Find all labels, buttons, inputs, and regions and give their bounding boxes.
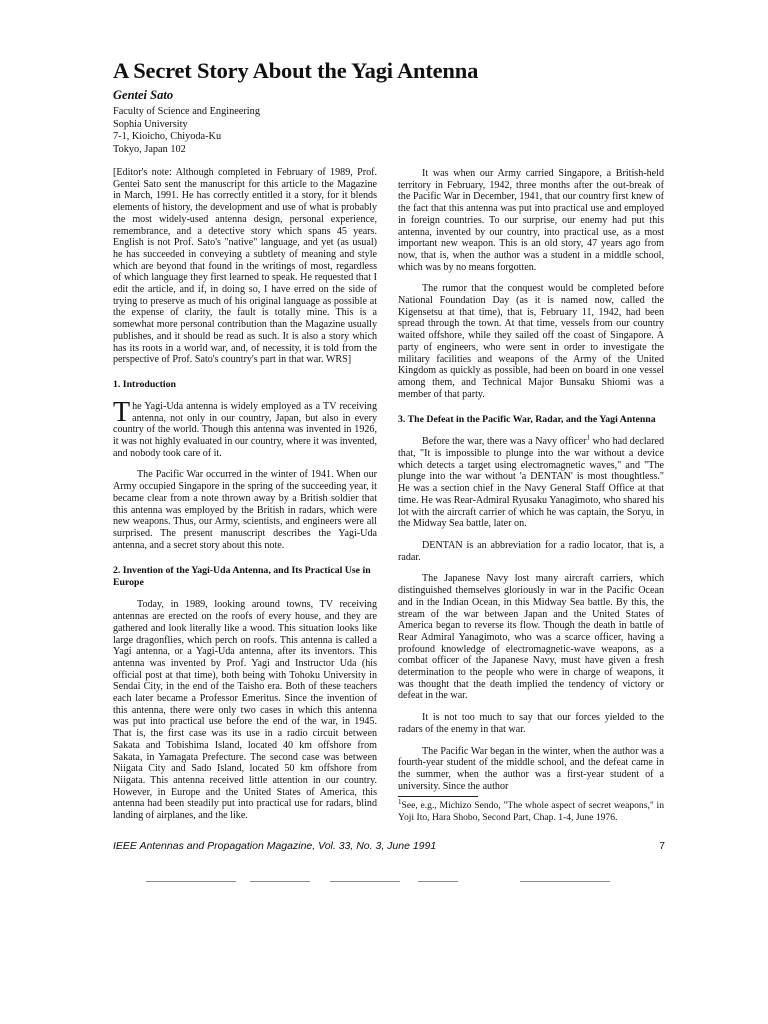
page-number: 7 [659,840,665,852]
scan-artifact-line [330,881,400,882]
defeat-paragraph: It is not too much to say that our forces yielded to the radars of the enemy in that war. [398,712,664,735]
editors-note: [Editor's note: Although completed in February of 1989, Prof. Gentei Sato sent the manuscript for this article to the Magazine in March, 1991. He has correctly entitled it a story, for it blends elements of history, the development and use of what is probably the most widely-used antenna design, personal experience, remembrance, and a detective story which spans 45 years. English is not Prof. Sato's "native" language, and yet (as usual) he has succeeded in conveying a subtlety of meaning and style which are beyond that found in the writings of most, regardless of which language they first learned to speak. He requested that I edit the article, and if, in doing so, I have erred on the side of trying to preserve as much of his original language as possible at the expense of clarity, the fault is totally mine. This is a somewhat more personal contribution than the Magazine usually publishes, and it should be read as such. It is also a story which has its roots in a world war, and, of necessity, it is told from the perspective of Prof. Sato's country's part in that war. WRS] [113,167,377,366]
defeat-paragraph-text: Before the war, there was a Navy officer [422,436,587,448]
footnote-number: 1 [398,798,402,807]
rumor-paragraph: The rumor that the conquest would be completed before National Foundation Day (as it is named now, called the Kigensetsu at that time), that is, February 11, 1942, had been spread through the town. At that time, vessels from our country waited offshore, while they sailed off the coast of Singapore. A party of engineers, who were sent in order to investigate the military facilities and weapons of the Army of the United Kingdom as quickly as possible, had been on board in one vessel among them, and Technical Major Bunsaku Shiomi was a member of that party. [398,283,664,400]
affiliation-line: 7-1, Kioicho, Chiyoda-Ku [113,131,222,143]
defeat-paragraph: The Japanese Navy lost many aircraft carriers, which distinguished themselves gloriously in war in the Pacific Ocean and in the Indian Ocean, in this Midway Sea battle. By this, the stream of the war between Japan and the United States of America began to reverse its flow. Though the death in battle of Rear Admiral Yanagimoto, who was a scarce officer, having a profound knowledge of electromagnetic-wave weapons, as a combat officer of the Japanese Navy, must have given a fresh determination to the people who were in charge of weapons, it was thought that the death implied the tendency of victory or defeat in the war. [398,573,664,702]
footnote-rule [398,796,478,797]
scan-artifact-line [146,881,236,882]
affiliation-line: Sophia University [113,118,188,130]
section-heading-defeat: 3. The Defeat in the Pacific War, Radar, and the Yagi Antenna [398,414,656,426]
affiliation-line: Faculty of Science and Engineering [113,106,260,117]
intro-paragraph: The Pacific War occurred in the winter of 1941. When our Army occupied Singapore in the spring of the succeeding year, it became clear from a note thrown away by a British soldier that this antenna was employed by the British in radars, which were new weapons. Thus, our Army, scientists, and engineers were all surprised. The present manuscript describes the Yagi-Uda antenna, and a secret story about this note. [113,469,377,551]
invention-paragraph: Today, in 1989, looking around towns, TV receiving antennas are erected on the roofs of every house, and they are gathered and look literally like a wood. This situation looks like large dragonflies, which perch on roofs. This antenna is called a Yagi antenna, or a Yagi-Uda antenna, after its inventors. This antenna was invented by Prof. Yagi and Instructor Uda (his official post at that time), both being with Tohoku University in Sendai City, in the end of the Taisho era. Both of these teachers each later became a Professor Emeritus. Since the invention of this antenna, there were only two cases in which this antenna was put into practical use before the end of the war, in 1945. That is, the first case was its use in a radio circuit between Sakata and Tobishima Island, located 40 km offshore from Sakata, in Yamagata Prefecture. The second case was between Niigata City and Sado Island, located 50 km offshore from Niigata. This antenna received little attention in our country. However, in Europe and the United States of America, this antenna had been steadily put into practical use for radars, blind landing of airplanes, and the like. [113,599,377,822]
left-column [113,167,377,832]
right-column [398,168,664,823]
journal-citation: IEEE Antennas and Propagation Magazine, Vol. 33, No. 3, June 1991 [113,840,437,852]
intro-paragraph-text: he Yagi-Uda antenna is widely employed as a TV receiving antenna, not only in our country, Japan, but also in every country of the world. Though this antenna was invented in 1926, it was not highly evaluated in our country, where it was invented, and nobody took care of it. [113,400,377,459]
defeat-paragraph: DENTAN is an abbreviation for a radio locator, that is, a radar. [398,539,664,563]
footnote-text: See, e.g., Michizo Sendo, "The whole aspect of secret weapons," in Yoji Ito, Hara Shobo, Second Part, Chap. 1-4, June 1976. [398,800,664,823]
drop-cap: T [113,396,131,428]
section-heading-invention: 2. Invention of the Yagi-Uda Antenna, and Its Practical Use in Europe [113,565,371,589]
defeat-paragraph-text: who had declared that, "It is impossible to plunge into the war without a device which detects a target using electromagnetic waves," and "The plunge into the war without 'a DENTAN' is most thoughtless." He was a section chief in the Navy General Staff Office at that time. He was Rear-Admiral Ryusaku Yanagimoto, who shared his lot with the aircraft carrier of which he was captain, the Soryu, in the Midway Sea battle, later on. [398,436,664,530]
author-affiliation [113,106,260,156]
footnote [398,800,664,822]
defeat-paragraph [398,436,664,530]
article-title: A Secret Story About the Yagi Antenna [113,58,479,83]
scan-artifact-line [250,881,310,882]
scan-artifact-line [520,881,610,882]
footnote-marker: 1 [586,434,590,442]
author-name: Gentei Sato [113,88,174,102]
page-footer [113,840,665,852]
singapore-paragraph: It was when our Army carried Singapore, a British-held territory in February, 1942, three months after the out-break of the Pacific War in December, 1941, that our country first knew of the fact that this antenna was put into practical use and employed in foreign countries. To our surprise, our enemy had put this antenna, invented by our country, into practical use, as a most important new weapon. This is an old story, 47 years ago from now, that is, when the author was a student in a middle school, which was by no means forgotten. [398,168,664,273]
defeat-paragraph: The Pacific War began in the winter, when the author was a fourth-year student of the middle school, and the defeat came in the summer, when the author was a first-year student of a university. Since the author [398,745,664,792]
intro-paragraph [113,396,377,460]
scan-artifact-line [418,881,458,882]
section-heading-introduction: 1. Introduction [113,378,176,390]
affiliation-line: Tokyo, Japan 102 [113,143,186,155]
